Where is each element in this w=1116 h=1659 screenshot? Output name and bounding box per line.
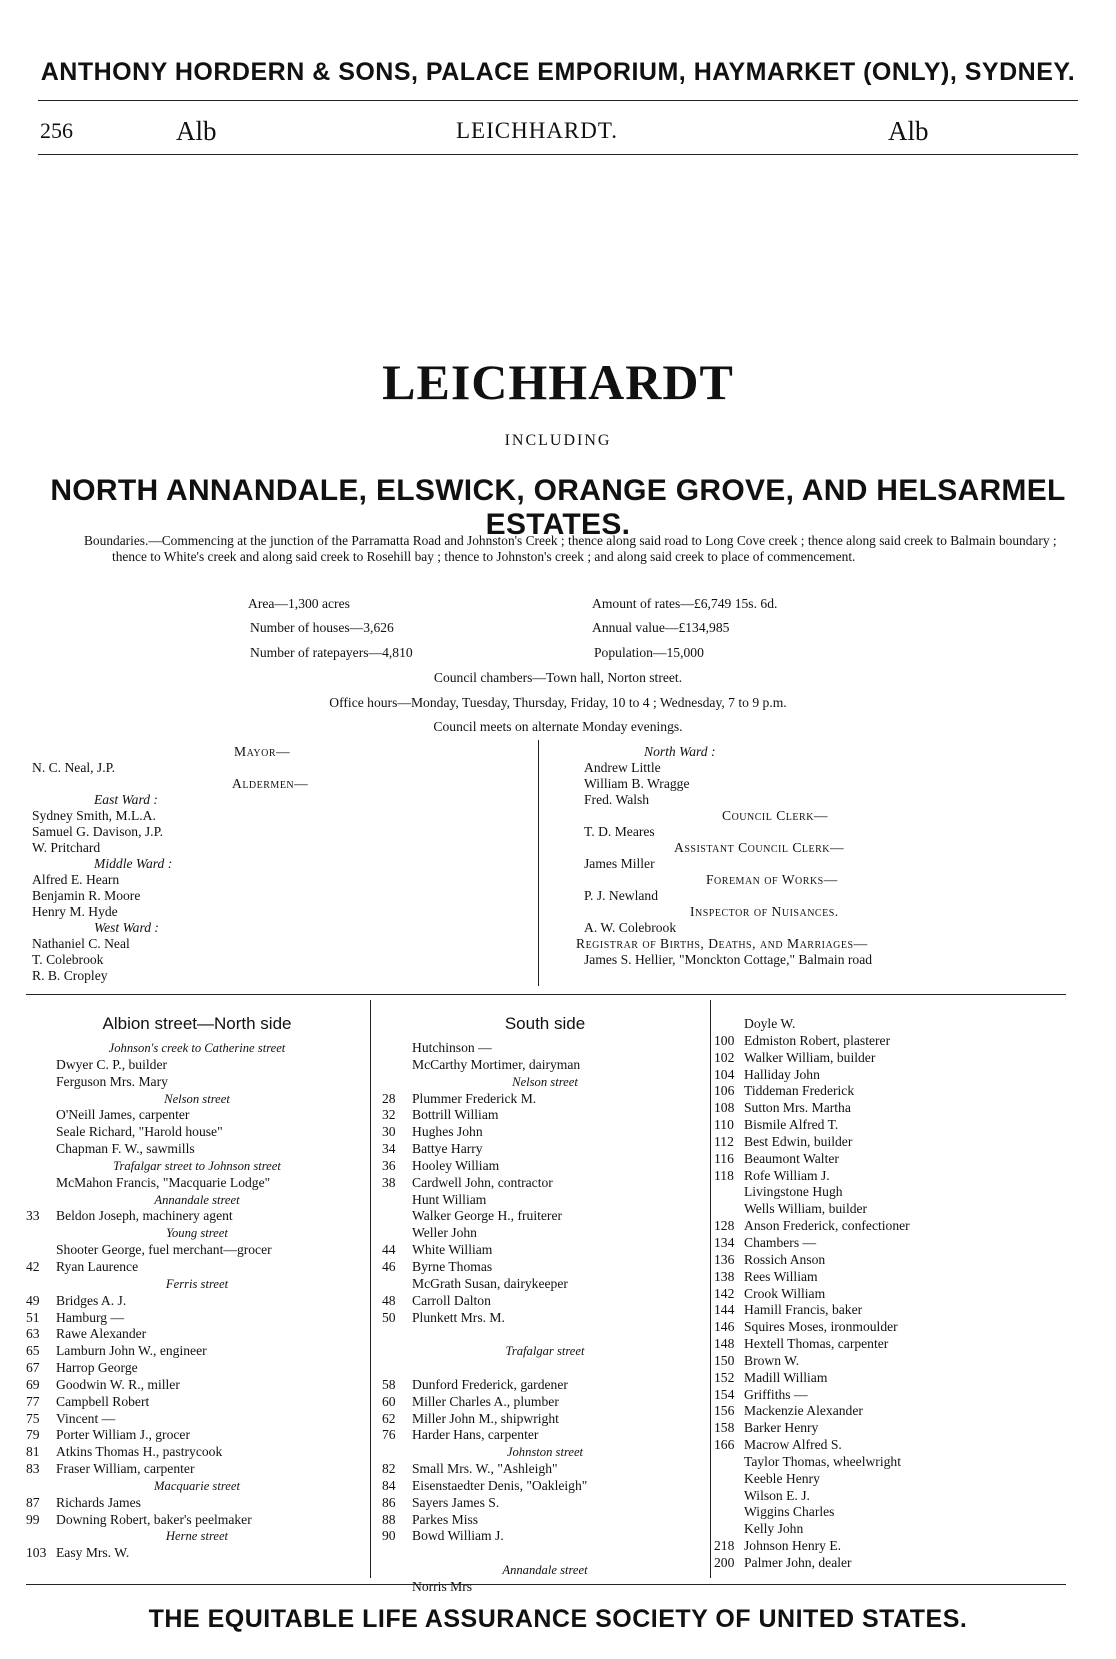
directory-entry	[26, 1242, 368, 1259]
directory-entry	[714, 1201, 1074, 1218]
directory-entry	[26, 1394, 368, 1411]
resident-name: Griffiths —	[744, 1386, 808, 1402]
cross-street-label: Nelson street	[164, 1091, 230, 1106]
resident-name: Downing Robert, baker's peelmaker	[56, 1511, 252, 1527]
resident-name: Ryan Laurence	[56, 1258, 139, 1274]
directory-entry	[382, 1579, 708, 1596]
estates-subtitle: NORTH ANNANDALE, ELSWICK, ORANGE GROVE, AND HELSARMEL ESTATES.	[50, 474, 1066, 541]
resident-name: Walker William, builder	[744, 1049, 876, 1065]
directory-entry	[382, 1293, 708, 1310]
cross-street-label: Macquarie street	[154, 1478, 240, 1493]
directory-entry	[26, 1545, 368, 1562]
house-number: 218	[714, 1538, 735, 1554]
directory-rule-bottom	[26, 1584, 1066, 1585]
directory-entry	[382, 1057, 708, 1074]
house-number: 106	[714, 1083, 735, 1099]
directory-entry	[714, 1336, 1074, 1353]
alderman-name: Alfred E. Hearn	[32, 872, 120, 887]
house-number: 33	[26, 1208, 40, 1224]
clerk-name: T. D. Meares	[584, 824, 655, 839]
inspector-name: A. W. Colebrook	[584, 920, 677, 935]
directory-entry	[714, 1488, 1074, 1505]
column-divider	[710, 1000, 711, 1578]
directory-entry	[714, 1269, 1074, 1286]
resident-name: Bridges A. J.	[56, 1292, 127, 1308]
resident-name: Livingstone Hugh	[744, 1184, 843, 1200]
directory-entry	[382, 1192, 708, 1209]
aldermen-label: Aldermen—	[232, 776, 309, 791]
house-number: 136	[714, 1251, 735, 1267]
directory-entry	[382, 1310, 708, 1327]
house-number: 50	[382, 1309, 396, 1325]
resident-name: Beaumont Walter	[744, 1150, 839, 1166]
directory-entry	[382, 1276, 708, 1293]
directory-entry	[26, 1461, 368, 1478]
spacer	[382, 1545, 708, 1562]
area-stat: Area—1,300 acres	[248, 596, 350, 611]
house-number: 104	[714, 1066, 735, 1082]
directory-column-2	[382, 1016, 708, 1596]
resident-name: Rawe Alexander	[56, 1326, 147, 1342]
directory-entry	[714, 1420, 1074, 1437]
registrar-name: James S. Hellier, "Monckton Cottage," Balmain road	[584, 952, 873, 967]
resident-name: Shooter George, fuel merchant—grocer	[56, 1242, 272, 1258]
cross-street-label: Annandale street	[502, 1563, 588, 1578]
house-number: 152	[714, 1369, 735, 1385]
directory-entry	[714, 1302, 1074, 1319]
west-ward-label: West Ward :	[94, 920, 159, 935]
resident-name: Small Mrs. W., "Ashleigh"	[412, 1461, 558, 1477]
house-number: 38	[382, 1174, 396, 1190]
resident-name: Campbell Robert	[56, 1393, 150, 1409]
house-number: 88	[382, 1511, 396, 1527]
resident-name: Anson Frederick, confectioner	[744, 1218, 910, 1234]
resident-name: Bismile Alfred T.	[744, 1117, 839, 1133]
spacer	[382, 1326, 708, 1343]
house-number: 49	[26, 1292, 40, 1308]
house-number: 156	[714, 1403, 735, 1419]
directory-entry	[382, 1225, 708, 1242]
cross-street-label: Ferris street	[165, 1276, 229, 1291]
directory-entry	[382, 1512, 708, 1529]
directory-entry	[382, 1528, 708, 1545]
resident-name: Fraser William, carpenter	[56, 1461, 195, 1477]
directory-entry	[26, 1310, 368, 1327]
registrar-label: Registrar of Births, Deaths, and Marriages—	[576, 936, 868, 951]
resident-name: Walker George H., fruiterer	[412, 1208, 563, 1224]
directory-entry	[382, 1040, 708, 1057]
house-number: 118	[714, 1167, 734, 1183]
alderman-name: William B. Wragge	[584, 776, 690, 791]
directory-entry	[26, 1057, 368, 1074]
resident-name: Madill William	[744, 1369, 828, 1385]
house-number: 128	[714, 1218, 735, 1234]
resident-name: Macrow Alfred S.	[744, 1437, 842, 1453]
resident-name: White William	[412, 1242, 493, 1258]
house-number: 58	[382, 1376, 396, 1392]
directory-entry	[714, 1370, 1074, 1387]
house-number: 166	[714, 1437, 735, 1453]
directory-entry	[714, 1387, 1074, 1404]
resident-name: Rossich Anson	[744, 1251, 826, 1267]
resident-name: Doyle W.	[744, 1016, 796, 1031]
directory-entry	[382, 1377, 708, 1394]
resident-name: Edmiston Robert, plasterer	[744, 1032, 891, 1048]
page-title: LEICHHARDT	[382, 354, 734, 410]
resident-name: Hamill Francis, baker	[744, 1302, 863, 1318]
directory-entry	[714, 1100, 1074, 1117]
directory-entry	[382, 1259, 708, 1276]
house-number: 82	[382, 1461, 396, 1477]
resident-name: Sutton Mrs. Martha	[744, 1100, 851, 1116]
council-meetings: Council meets on alternate Monday evenings.	[433, 719, 683, 734]
house-number: 65	[26, 1343, 40, 1359]
house-number: 108	[714, 1100, 735, 1116]
resident-name: Bowd William J.	[412, 1528, 504, 1544]
house-number: 84	[382, 1477, 396, 1493]
directory-entry	[26, 1444, 368, 1461]
house-number: 76	[382, 1427, 396, 1443]
resident-name: Johnson Henry E.	[744, 1538, 842, 1554]
house-number: 69	[26, 1376, 40, 1392]
house-number: 102	[714, 1049, 735, 1065]
directory-entry	[714, 1471, 1074, 1488]
house-number: 32	[382, 1107, 396, 1123]
house-number: 34	[382, 1141, 396, 1157]
directory-entry	[382, 1091, 708, 1108]
resident-name: Ferguson Mrs. Mary	[56, 1073, 168, 1089]
directory-entry	[26, 1141, 368, 1158]
alderman-name: Henry M. Hyde	[32, 904, 118, 919]
left-key: Alb	[176, 116, 217, 146]
house-number: 150	[714, 1352, 735, 1368]
house-number: 48	[382, 1292, 396, 1308]
directory-entry	[714, 1218, 1074, 1235]
directory-entry	[26, 1512, 368, 1529]
inspector-label: Inspector of Nuisances.	[690, 904, 839, 919]
house-number: 79	[26, 1427, 40, 1443]
foreman-name: P. J. Newland	[584, 888, 659, 903]
directory-entry	[714, 1168, 1074, 1185]
directory-entry	[714, 1437, 1074, 1454]
directory-entry	[26, 1411, 368, 1428]
cross-street-label: Trafalgar street	[505, 1344, 585, 1359]
house-number: 116	[714, 1150, 734, 1166]
resident-name: Sayers James S.	[412, 1494, 500, 1510]
resident-name: Lamburn John W., engineer	[56, 1343, 207, 1359]
right-key: Alb	[888, 116, 929, 146]
house-number: 62	[382, 1410, 396, 1426]
house-number: 142	[714, 1285, 735, 1301]
directory-entry	[26, 1427, 368, 1444]
resident-name: Chambers —	[744, 1234, 817, 1250]
street-heading: Albion street—North side	[102, 1014, 292, 1033]
resident-name: Brown W.	[744, 1352, 800, 1368]
resident-name: Palmer John, dealer	[744, 1555, 852, 1570]
resident-name: Byrne Thomas	[412, 1258, 493, 1274]
resident-name: Parkes Miss	[412, 1511, 479, 1527]
house-number: 86	[382, 1494, 396, 1510]
house-number: 63	[26, 1326, 40, 1342]
house-number: 112	[714, 1133, 734, 1149]
council-chambers: Council chambers—Town hall, Norton street.	[433, 670, 683, 685]
house-number: 60	[382, 1393, 396, 1409]
resident-name: Hamburg —	[56, 1309, 125, 1325]
resident-name: Chapman F. W., sawmills	[56, 1141, 195, 1157]
resident-name: Cardwell John, contractor	[412, 1174, 553, 1190]
directory-entry	[26, 1293, 368, 1310]
directory-entry	[26, 1326, 368, 1343]
alderman-name: Sydney Smith, M.L.A.	[32, 808, 156, 823]
directory-entry	[382, 1461, 708, 1478]
resident-name: Bottrill William	[412, 1107, 499, 1123]
house-number: 154	[714, 1386, 735, 1402]
directory-entry	[714, 1134, 1074, 1151]
cross-street-label: Johnston street	[506, 1445, 584, 1460]
annual-value-stat: Annual value—£134,985	[592, 620, 730, 635]
resident-name: Weller John	[412, 1225, 477, 1241]
alderman-name: Nathaniel C. Neal	[32, 936, 130, 951]
resident-name: Easy Mrs. W.	[56, 1545, 130, 1561]
resident-name: Wiggins Charles	[744, 1504, 835, 1520]
directory-entry	[714, 1252, 1074, 1269]
resident-name: Crook William	[744, 1285, 826, 1301]
house-number: 36	[382, 1157, 396, 1173]
house-number: 30	[382, 1124, 396, 1140]
directory-entry	[714, 1454, 1074, 1471]
directory-entry	[714, 1504, 1074, 1521]
house-number: 28	[382, 1090, 396, 1106]
street-heading: South side	[504, 1014, 586, 1033]
resident-name: Eisenstaedter Denis, "Oakleigh"	[412, 1477, 588, 1493]
resident-name: Tiddeman Frederick	[744, 1083, 855, 1099]
including-label: INCLUDING	[504, 432, 612, 449]
spacer	[382, 1360, 708, 1377]
resident-name: Richards James	[56, 1494, 141, 1510]
house-number: 138	[714, 1268, 735, 1284]
alderman-name: R. B. Cropley	[32, 968, 108, 983]
running-title: LEICHHARDT.	[456, 118, 618, 143]
population-stat: Population—15,000	[594, 645, 704, 660]
resident-name: Dwyer C. P., builder	[56, 1056, 168, 1072]
resident-name: Harrop George	[56, 1360, 138, 1376]
resident-name: Hooley William	[412, 1157, 500, 1173]
house-number: 44	[382, 1242, 396, 1258]
resident-name: Carroll Dalton	[412, 1292, 491, 1308]
directory-entry	[26, 1175, 368, 1192]
directory-entry	[382, 1427, 708, 1444]
resident-name: Norris Mrs	[412, 1579, 473, 1594]
house-number: 46	[382, 1258, 396, 1274]
house-number: 77	[26, 1393, 40, 1409]
house-number: 83	[26, 1461, 40, 1477]
resident-name: Wells William, builder	[744, 1201, 868, 1217]
ratepayers-stat: Number of ratepayers—4,810	[250, 645, 413, 660]
resident-name: McCarthy Mortimer, dairyman	[412, 1056, 581, 1072]
rates-stat: Amount of rates—£6,749 15s. 6d.	[592, 596, 778, 611]
house-number: 158	[714, 1420, 735, 1436]
mayor-label: Mayor—	[234, 744, 291, 759]
resident-name: Beldon Joseph, machinery agent	[56, 1208, 233, 1224]
resident-name: Best Edwin, builder	[744, 1133, 853, 1149]
directory-entry	[714, 1083, 1074, 1100]
house-number: 100	[714, 1032, 735, 1048]
house-number: 87	[26, 1494, 40, 1510]
page-number: 256	[40, 118, 73, 143]
header-rule-bottom	[38, 154, 1078, 155]
resident-name: Porter William J., grocer	[56, 1427, 190, 1443]
directory-entry	[26, 1208, 368, 1225]
resident-name: Kelly John	[744, 1521, 804, 1537]
asst-clerk-name: James Miller	[584, 856, 655, 871]
directory-entry	[714, 1353, 1074, 1370]
directory-entry	[382, 1242, 708, 1259]
directory-entry	[382, 1208, 708, 1225]
directory-entry	[714, 1151, 1074, 1168]
directory-entry	[26, 1124, 368, 1141]
directory-entry	[714, 1319, 1074, 1336]
resident-name: Hughes John	[412, 1124, 483, 1140]
mayor-name: N. C. Neal, J.P.	[32, 760, 116, 775]
resident-name: Miller Charles A., plumber	[412, 1393, 559, 1409]
resident-name: Plunkett Mrs. M.	[412, 1309, 505, 1325]
alderman-name: Samuel G. Davison, J.P.	[32, 824, 164, 839]
resident-name: Miller John M., shipwright	[412, 1410, 559, 1426]
resident-name: Barker Henry	[744, 1420, 819, 1436]
directory-entry	[714, 1555, 1074, 1572]
directory-entry	[26, 1259, 368, 1276]
house-number: 200	[714, 1555, 735, 1570]
house-number: 51	[26, 1309, 40, 1325]
directory-entry	[382, 1107, 708, 1124]
office-hours: Office hours—Monday, Tuesday, Thursday, Friday, 10 to 4 ; Wednesday, 7 to 9 p.m.	[329, 695, 787, 710]
house-number: 99	[26, 1511, 40, 1527]
directory-entry	[382, 1175, 708, 1192]
north-ward-label: North Ward :	[644, 744, 716, 759]
top-advertisement-banner: ANTHONY HORDERN & SONS, PALACE EMPORIUM, HAYMARKET (ONLY), SYDNEY.	[40, 58, 1076, 86]
directory-column-3	[714, 1016, 1074, 1572]
resident-name: Squires Moses, ironmoulder	[744, 1319, 898, 1335]
bottom-advertisement-banner: THE EQUITABLE LIFE ASSURANCE SOCIETY OF UNITED STATES.	[148, 1605, 968, 1633]
asst-clerk-label: Assistant Council Clerk—	[674, 840, 845, 855]
resident-name: Wilson E. J.	[744, 1487, 810, 1503]
cross-street-label: Nelson street	[512, 1074, 578, 1089]
house-number: 42	[26, 1258, 40, 1274]
resident-name: Hutchinson —	[412, 1040, 492, 1055]
resident-name: Goodwin W. R., miller	[56, 1376, 180, 1392]
houses-stat: Number of houses—3,626	[250, 620, 394, 635]
resident-name: O'Neill James, carpenter	[56, 1107, 190, 1123]
directory-entry	[714, 1538, 1074, 1555]
resident-name: Battye Harry	[412, 1141, 483, 1157]
directory-entry	[382, 1478, 708, 1495]
resident-name: Dunford Frederick, gardener	[412, 1376, 568, 1392]
directory-entry	[382, 1394, 708, 1411]
directory-entry	[382, 1158, 708, 1175]
resident-name: Plummer Frederick M.	[412, 1090, 537, 1106]
east-ward-label: East Ward :	[94, 792, 158, 807]
directory-entry	[26, 1107, 368, 1124]
resident-name: Hextell Thomas, carpenter	[744, 1336, 889, 1352]
resident-name: Hunt William	[412, 1191, 487, 1207]
house-number: 134	[714, 1234, 735, 1250]
directory-entry	[26, 1495, 368, 1512]
directory-entry	[714, 1117, 1074, 1134]
directory-entry	[26, 1377, 368, 1394]
alderman-name: Benjamin R. Moore	[32, 888, 141, 903]
directory-entry	[382, 1495, 708, 1512]
house-number: 110	[714, 1117, 734, 1133]
directory-entry	[714, 1033, 1074, 1050]
foreman-label: Foreman of Works—	[706, 872, 838, 887]
house-number: 67	[26, 1360, 40, 1376]
house-number: 75	[26, 1410, 40, 1426]
cross-street-label: Herne street	[165, 1529, 229, 1544]
resident-name: Atkins Thomas H., pastrycook	[56, 1444, 223, 1460]
header-rule-top	[38, 100, 1078, 101]
alderman-name: Fred. Walsh	[584, 792, 650, 807]
alderman-name: W. Pritchard	[32, 840, 101, 855]
cross-street-label: Trafalgar street to Johnson street	[113, 1158, 281, 1173]
directory-entry	[382, 1141, 708, 1158]
resident-name: McMahon Francis, "Macquarie Lodge"	[56, 1174, 271, 1190]
house-number: 148	[714, 1336, 735, 1352]
house-number: 81	[26, 1444, 40, 1460]
cross-street-label: Young street	[166, 1226, 228, 1241]
resident-name: Keeble Henry	[744, 1470, 820, 1486]
resident-name: Rees William	[744, 1268, 818, 1284]
directory-entry	[26, 1360, 368, 1377]
column-divider	[370, 1000, 371, 1578]
street-section-label: Johnson's creek to Catherine street	[108, 1041, 286, 1055]
house-number: 90	[382, 1528, 396, 1544]
house-number: 103	[26, 1545, 47, 1561]
officials-divider	[538, 740, 539, 986]
clerk-label: Council Clerk—	[722, 808, 829, 823]
directory-entry	[714, 1184, 1074, 1201]
resident-name: McGrath Susan, dairykeeper	[412, 1275, 568, 1291]
directory-entry	[714, 1403, 1074, 1420]
cross-street-label: Annandale street	[154, 1192, 240, 1207]
boundaries-paragraph: Boundaries.—Commencing at the junction of the Parramatta Road and Johnston's Creek ; thence along said road to Long Cove creek ; thence along said creek to Balmain boundary ; thence to White's creek and along said creek to Rosehill bay ; thence to Johnston's creek ; and along said creek to place of commencement.	[84, 533, 1057, 564]
directory-entry	[714, 1235, 1074, 1252]
middle-ward-label: Middle Ward :	[94, 856, 173, 871]
directory-entry	[714, 1286, 1074, 1303]
house-number: 144	[714, 1302, 735, 1318]
resident-name: Seale Richard, "Harold house"	[56, 1124, 223, 1140]
resident-name: Rofe William J.	[744, 1167, 830, 1183]
resident-name: Vincent —	[56, 1410, 116, 1426]
resident-name: Halliday John	[744, 1066, 820, 1082]
house-number: 146	[714, 1319, 735, 1335]
directory-entry	[26, 1343, 368, 1360]
resident-name: Taylor Thomas, wheelwright	[744, 1453, 901, 1469]
resident-name: Harder Hans, carpenter	[412, 1427, 539, 1443]
directory-entry	[382, 1411, 708, 1428]
directory-entry	[714, 1050, 1074, 1067]
directory-entry	[26, 1074, 368, 1091]
directory-entry	[714, 1521, 1074, 1538]
directory-entry	[714, 1016, 1074, 1033]
directory-entry	[714, 1067, 1074, 1084]
directory-rule-top	[26, 994, 1066, 995]
resident-name: Mackenzie Alexander	[744, 1403, 863, 1419]
directory-entry	[382, 1124, 708, 1141]
alderman-name: Andrew Little	[584, 760, 661, 775]
alderman-name: T. Colebrook	[32, 952, 104, 967]
directory-column-1	[26, 1016, 368, 1562]
